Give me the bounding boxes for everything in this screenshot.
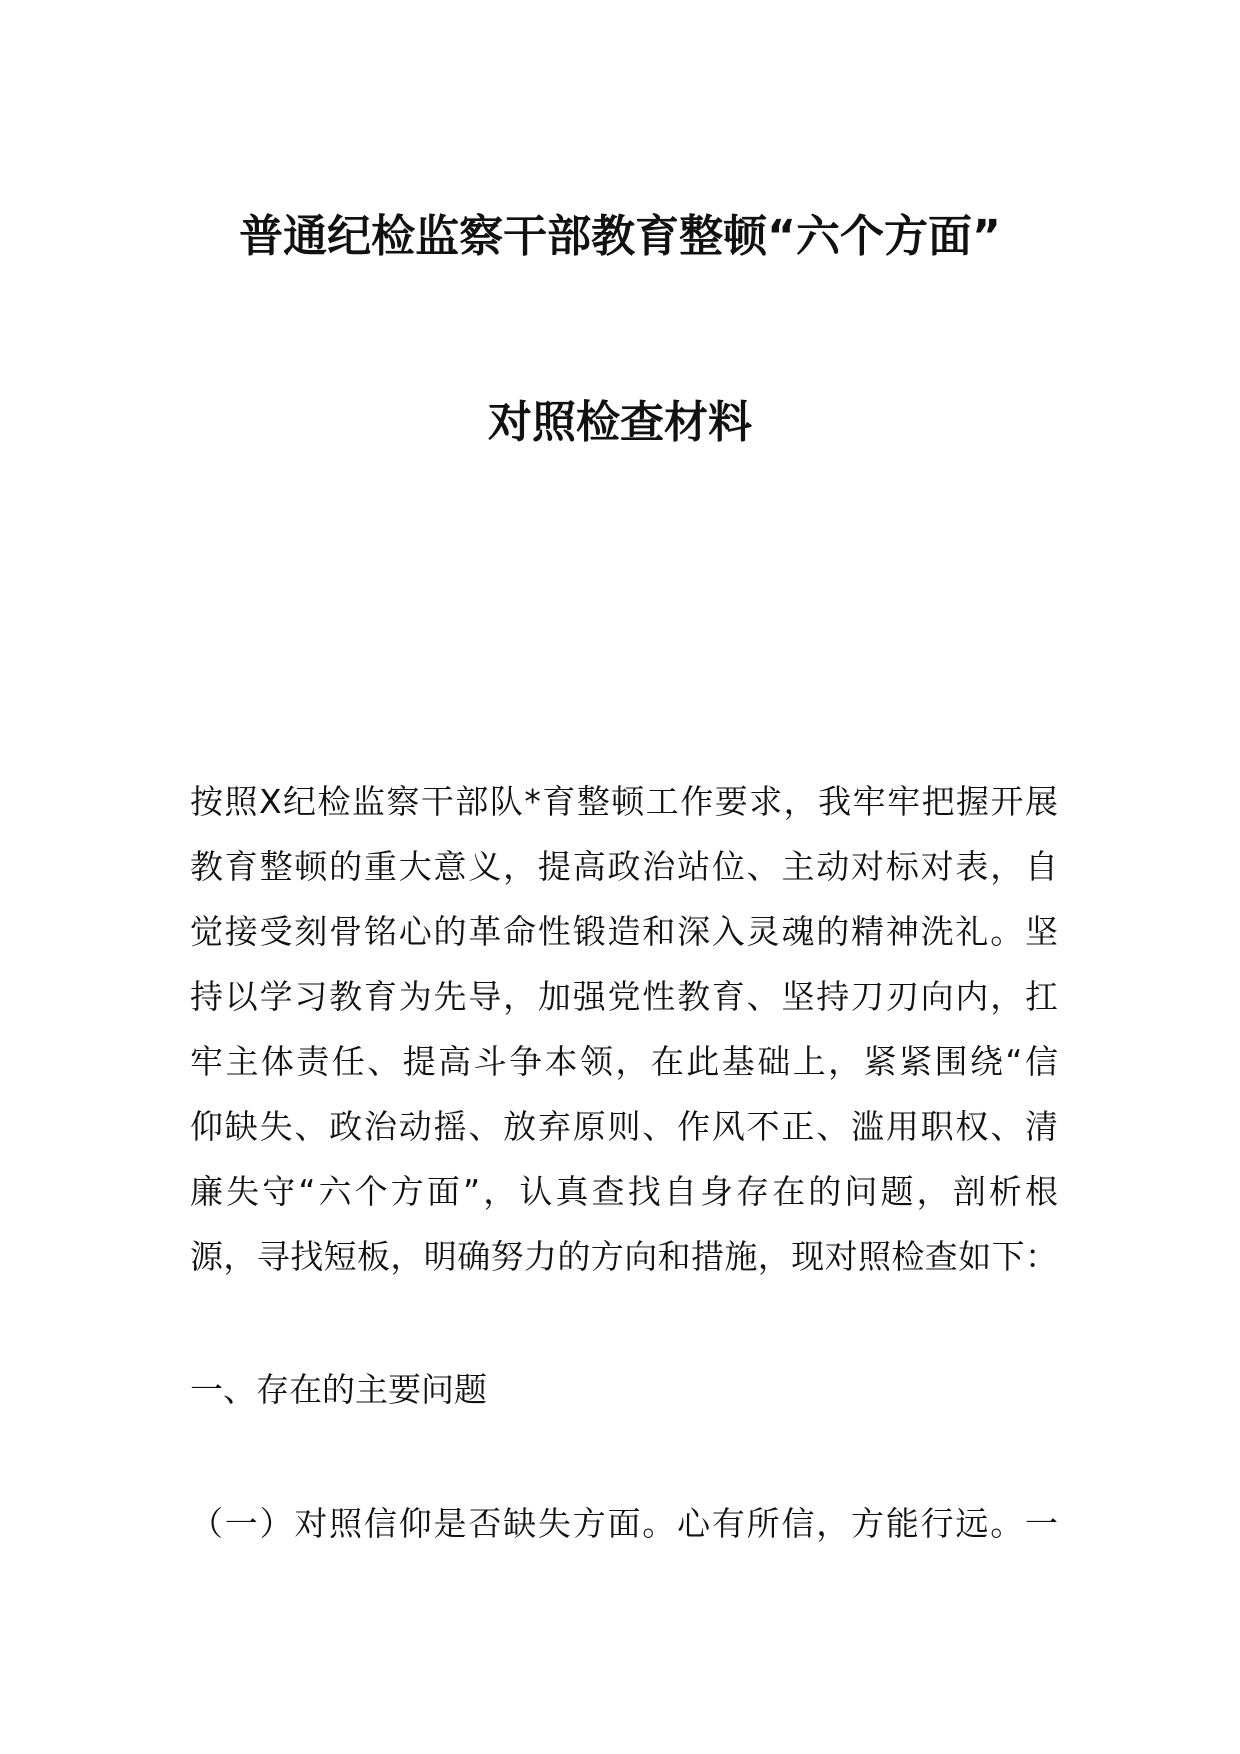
subsection-line: （一）对照信仰是否缺失方面。心有所信，方能行远。一	[190, 1504, 1058, 1543]
paragraph-line: 持以学习教育为先导，加强党性教育、坚持刀刃向内，扛	[190, 977, 1058, 1016]
document-title-line-2: 对照检查材料	[488, 397, 752, 448]
document-title-line-1: 普通纪检监察干部教育整顿“六个方面”	[239, 211, 1001, 262]
paragraph-line: 仰缺失、政治动摇、放弃原则、作风不正、滥用职权、清	[190, 1107, 1058, 1146]
paragraph-line: 觉接受刻骨铭心的革命性锻造和深入灵魂的精神洗礼。坚	[190, 912, 1058, 951]
paragraph-line: 源，寻找短板，明确努力的方向和措施，现对照检查如下：	[190, 1237, 1058, 1276]
paragraph-line: 廉失守“六个方面”，认真查找自身存在的问题，剖析根	[190, 1172, 1058, 1211]
paragraph-line: 教育整顿的重大意义，提高政治站位、主动对标对表，自	[190, 847, 1058, 886]
paragraph-line: 牢主体责任、提高斗争本领，在此基础上，紧紧围绕“信	[190, 1042, 1058, 1081]
section-heading: 一、存在的主要问题	[190, 1370, 487, 1409]
paragraph-line: 按照X纪检监察干部队*育整顿工作要求，我牢牢把握开展	[190, 782, 1058, 821]
